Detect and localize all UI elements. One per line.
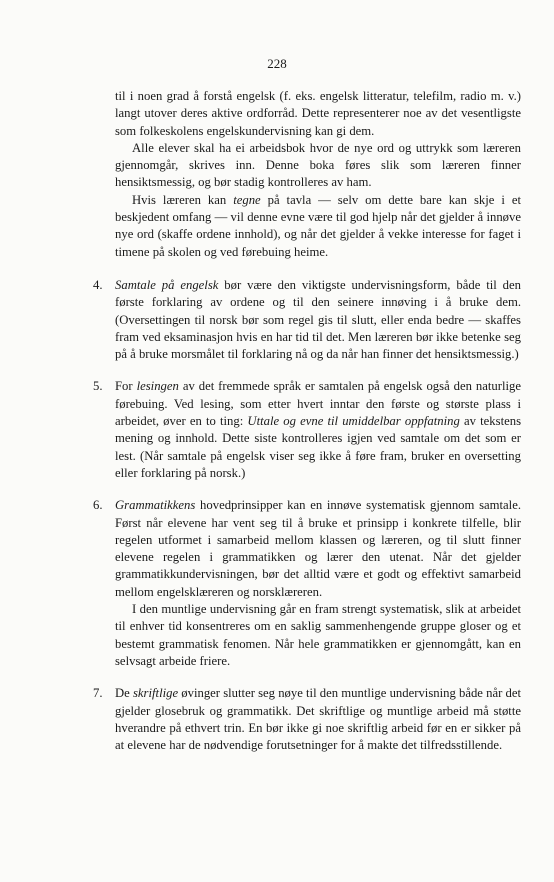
section-6 — [93, 497, 521, 670]
section-7 — [93, 685, 522, 754]
emphasis-tegne: tegne — [233, 192, 261, 207]
emphasis-skriftlige: skriftlige — [132, 686, 179, 701]
section-number: 4. — [93, 277, 103, 292]
text: Hvis læreren kan — [132, 192, 234, 207]
text: på tavla — selv om dette bare kan skje i et beskjedent omfang — vil denne evne være til god hjelp når det gjelder å innøve nye ord (skaffe ordene innhold), og når det gjelder å vekke interesse for faget i timene på skolen og ved førebuing heime. — [115, 192, 521, 259]
section-6-text — [115, 497, 521, 601]
section-number: 7. — [93, 686, 103, 701]
text: hovedprinsipper kan en innøve systematisk gjennom samtale. Først når elevene har vent seg til å bruke et prinsipp i konkrete tilfelle, blir regelen utformet i samarbeid mellom klassen og læreren, og til slutt finner elevene regelen i grammatikken og lærer den utenat. Når det gjelder grammatikkundervisningen, bør det alltid være et godt og effektivt samarbeid mellom engelsklæreren og norsklæreren. — [115, 498, 521, 599]
section-4-text — [115, 277, 521, 363]
text: De — [115, 686, 133, 701]
emphasis-grammatikkens: Grammatikkens — [115, 498, 196, 513]
emphasis-lesingen: lesingen — [136, 379, 179, 394]
section-5 — [93, 378, 522, 482]
paragraph-workbook: Alle elever skal ha ei arbeidsbok hvor de nye ord og uttrykk som læreren gjennomgår, skrives inn. Denne boka føres slik som læreren finner hensiktsmessig, og bør stadig kontrolleres av ham. — [115, 140, 521, 190]
text: For — [115, 379, 137, 394]
section-number: 6. — [93, 498, 103, 513]
section-7-text — [115, 685, 521, 754]
paragraph-continuation: til i noen grad å forstå engelsk (f. eks. engelsk litteratur, telefilm, radio m. v.) langt utover deres aktive ordforråd. Dette representerer noe av det vesentligste som folkeskolens engelskundervisning kan gi dem. — [115, 89, 521, 138]
emphasis-samtale: Samtale på engelsk — [115, 277, 219, 292]
paragraph-drawing — [115, 192, 521, 261]
page-body — [93, 88, 522, 754]
text: av tekstens mening og innhold. Dette siste kontrolleres igjen ved samtale om det som er lest. (Når samtale på engelsk viser seg ikke å føre fram, bruker en oversetting eller forklaring på norsk.) — [115, 414, 522, 480]
section-5-text — [115, 378, 521, 482]
text: av det fremmede språk er samtalen på engelsk også den naturlige førebuing. Ved lesing, som etter hvert inntar den første og største plass i arbeidet, øver en to ting: — [115, 379, 522, 429]
section-number: 5. — [93, 379, 103, 394]
text: bør være den viktigste undervisningsform, både til den første forklaring av ordene og til den seinere innøving i å bruke dem. (Oversettingen til norsk bør som regel gis til slutt, eller enda bedre — skaffes fram ved eksaminasjon hvis en har tid til det. Men læreren bør ikke betenke seg på å bruke morsmålet til forklaring nå og da når han finner det hensiktsmessig.) — [115, 277, 522, 362]
emphasis-uttale: Uttale og evne til umiddelbar oppfatning — [247, 414, 460, 429]
section-4 — [93, 277, 522, 363]
text: øvinger slutter seg nøye til den muntlige undervisning både når det gjelder glosebruk og grammatikk. Det skriftlige og muntlige arbeid må støtte hverandre på ethvert trin. En bør ikke gi noe skriftlig arbeid før en er sikker på at elevene har de nødvendige forutsetninger for å makte det tilfredsstillende. — [115, 686, 522, 753]
page-number: 228 — [267, 56, 287, 71]
section-6-paragraph-2: I den muntlige undervisning går en fram strengt systematisk, slik at arbeidet til enhver tid konsentreres om en saklig sammenhengende gruppe gloser og et bestemt grammatisk fenomen. Når hele grammatikken er gjennomgått, kan en selvsagt arbeide friere. — [115, 602, 521, 668]
